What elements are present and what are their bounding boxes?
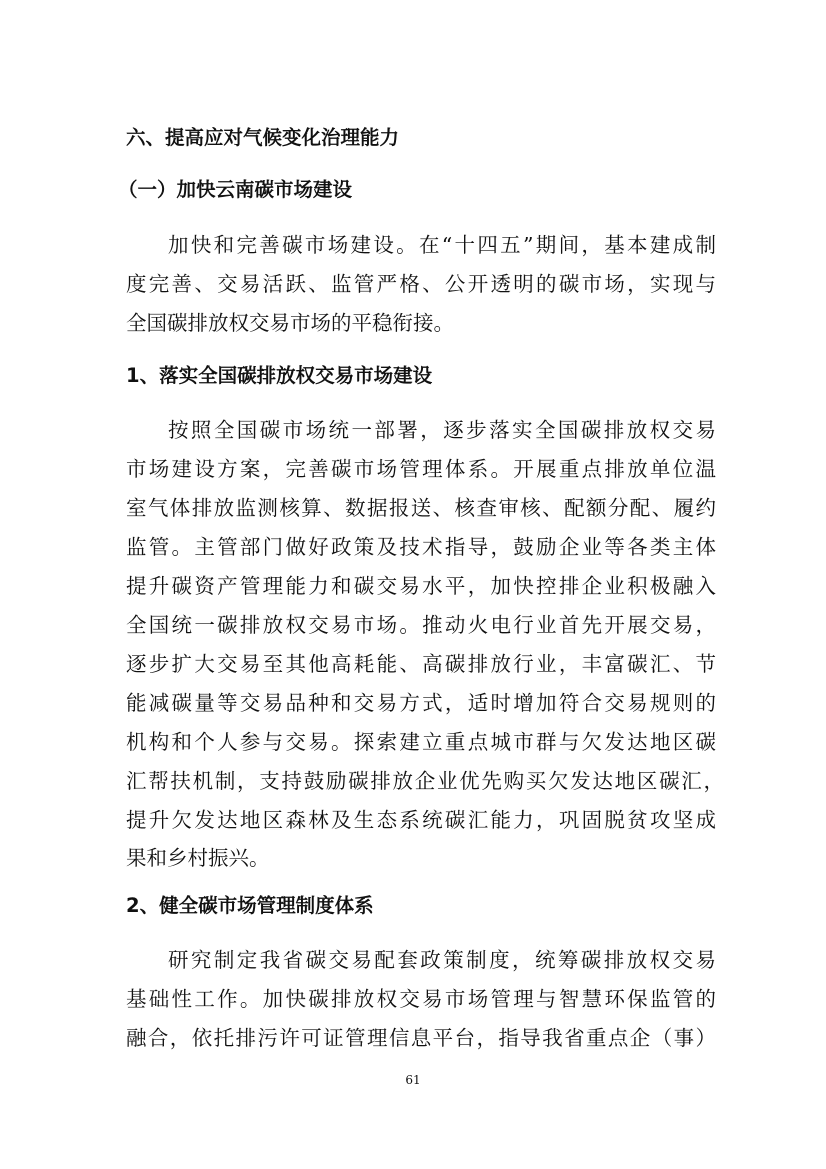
section-heading: 六、提高应对气候变化治理能力 — [126, 126, 400, 149]
paragraph-line: 果和乡村振兴。 — [126, 846, 270, 870]
paragraph-line: 度完善、交易活跃、监管严格、公开透明的碳市场，实现与 — [126, 272, 716, 296]
item-heading-1: 1、落实全国碳排放权交易市场建设 — [126, 364, 433, 387]
paragraph-line: 室气体排放监测核算、数据报送、核查审核、配额分配、履约 — [126, 496, 716, 520]
paragraph-line: 全国统一碳排放权交易市场。推动火电行业首先开展交易， — [126, 613, 716, 637]
paragraph-line: 融合，依托排污许可证管理信息平台，指导我省重点企（事） — [126, 1026, 716, 1050]
paragraph-line: 能减碳量等交易品种和交易方式，适时增加符合交易规则的 — [126, 691, 716, 715]
page-number: 61 — [405, 1073, 421, 1087]
paragraph-line: 全国碳排放权交易市场的平稳衔接。 — [126, 311, 454, 335]
paragraph-line: 提升碳资产管理能力和碳交易水平，加快控排企业积极融入 — [126, 574, 716, 598]
paragraph-line: 研究制定我省碳交易配套政策制度，统筹碳排放权交易 — [168, 948, 716, 972]
paragraph-line: 提升欠发达地区森林及生态系统碳汇能力，巩固脱贫攻坚成 — [126, 808, 716, 832]
paragraph-line: 机构和个人参与交易。探索建立重点城市群与欠发达地区碳 — [126, 730, 716, 754]
paragraph-line: 汇帮扶机制，支持鼓励碳排放企业优先购买欠发达地区碳汇， — [126, 769, 724, 793]
paragraph-line: 基础性工作。加快碳排放权交易市场管理与智慧环保监管的 — [126, 987, 716, 1011]
paragraph-line: 按照全国碳市场统一部署，逐步落实全国碳排放权交易 — [168, 418, 716, 442]
paragraph-line: 市场建设方案，完善碳市场管理体系。开展重点排放单位温 — [126, 457, 716, 481]
paragraph-line: 逐步扩大交易至其他高耗能、高碳排放行业，丰富碳汇、节 — [126, 652, 716, 676]
paragraph-line: 监管。主管部门做好政策及技术指导，鼓励企业等各类主体 — [126, 535, 716, 559]
paragraph-line: 加快和完善碳市场建设。在“十四五”期间，基本建成制 — [168, 233, 716, 257]
subsection-heading: （一）加快云南碳市场建设 — [118, 178, 353, 201]
item-heading-2: 2、健全碳市场管理制度体系 — [126, 894, 374, 917]
